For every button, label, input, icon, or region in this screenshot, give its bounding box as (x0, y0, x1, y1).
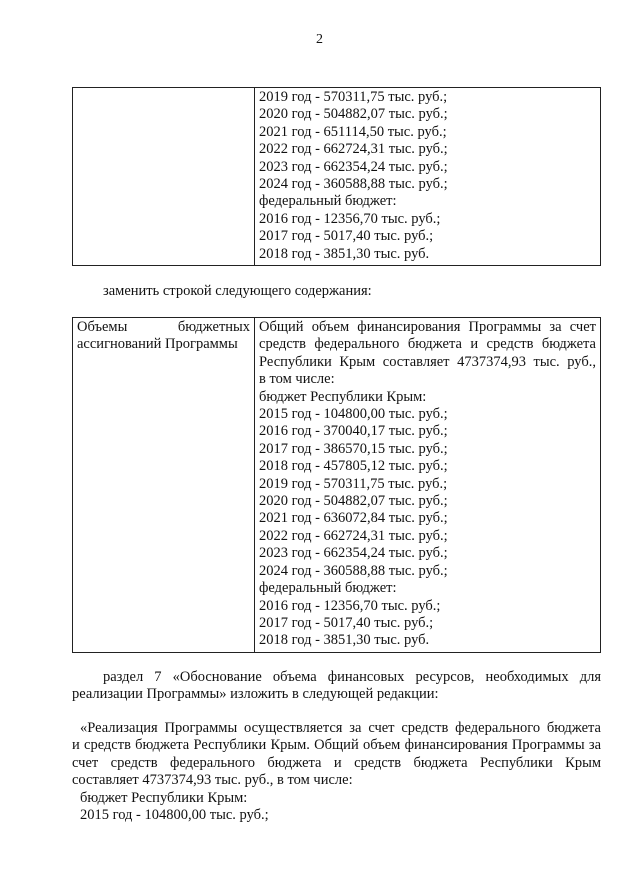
table-row (73, 318, 601, 653)
budget-heading: бюджет Республики Крым: (259, 388, 427, 405)
budget-line: 2017 год - 5017,40 тыс. руб.; (259, 614, 434, 631)
budget-line: 2020 год - 504882,07 тыс. руб.; (259, 106, 448, 123)
budget-line: 2020 год - 504882,07 тыс. руб.; (259, 493, 448, 510)
table-cell-empty (73, 88, 255, 266)
budget-line: 2023 год - 662354,24 тыс. руб.; (259, 545, 448, 562)
budget-table-new (72, 317, 601, 653)
budget-line: 2018 год - 457805,12 тыс. руб.; (259, 458, 448, 475)
quote-line: 2015 год - 104800,00 тыс. руб.; (80, 807, 269, 824)
budget-table-old (72, 87, 601, 266)
table-cell-values (255, 88, 601, 266)
quote-heading: бюджет Республики Крым: (80, 789, 248, 806)
quote-line: «Реализация Программы осуществляется за счет средств федерального бюджета (80, 720, 601, 736)
budget-line: 2021 год - 636072,84 тыс. руб.; (259, 510, 448, 527)
budget-line: 2017 год - 5017,40 тыс. руб.; (259, 228, 434, 245)
funding-intro-line: Общий объем финансирования Программы за счет (259, 319, 596, 335)
table-cell-values (255, 318, 601, 653)
section-instruction-line1: раздел 7 «Обоснование объема финансовых ресурсов, необходимых для (103, 669, 601, 685)
budget-line: 2024 год - 360588,88 тыс. руб.; (259, 176, 448, 193)
budget-line: 2019 год - 570311,75 тыс. руб.; (259, 89, 448, 105)
budget-line: 2018 год - 3851,30 тыс. руб. (259, 245, 430, 262)
table-row (73, 88, 601, 266)
budget-heading: федеральный бюджет: (259, 193, 397, 210)
budget-heading: федеральный бюджет: (259, 580, 397, 597)
quote-line: составляет 4737374,93 тыс. руб., в том числе: (72, 772, 353, 789)
section-instruction (72, 669, 601, 704)
quote-line: счет средств федерального бюджета и средств бюджета Республики Крым (72, 754, 601, 771)
budget-line: 2016 год - 370040,17 тыс. руб.; (259, 423, 448, 440)
replace-instruction-text: заменить строкой следующего содержания: (103, 283, 372, 299)
funding-intro-line: средств федерального бюджета и средств бюджета (259, 336, 596, 353)
section-instruction-line2: реализации Программы» изложить в следующей редакции: (72, 686, 439, 703)
budget-line: 2016 год - 12356,70 тыс. руб.; (259, 210, 441, 227)
budget-line: 2021 год - 651114,50 тыс. руб.; (259, 123, 447, 140)
budget-line: 2015 год - 104800,00 тыс. руб.; (259, 406, 448, 423)
table-cell-label (73, 318, 255, 653)
quoted-section-text (72, 720, 601, 824)
row-label-line2: ассигнований Программы (77, 336, 238, 353)
row-label-line1: Объемы бюджетных (77, 319, 251, 335)
budget-line: 2018 год - 3851,30 тыс. руб. (259, 632, 430, 649)
budget-line: 2022 год - 662724,31 тыс. руб.; (259, 527, 448, 544)
quote-line: и средств бюджета Республики Крым. Общий объем финансирования Программы за (72, 737, 601, 754)
budget-line: 2023 год - 662354,24 тыс. руб.; (259, 158, 448, 175)
replace-instruction (103, 283, 573, 300)
budget-line: 2022 год - 662724,31 тыс. руб.; (259, 141, 448, 158)
budget-line: 2024 год - 360588,88 тыс. руб.; (259, 562, 448, 579)
budget-line: 2016 год - 12356,70 тыс. руб.; (259, 597, 441, 614)
funding-intro-line: Республики Крым составляет 4737374,93 тыс. руб., (259, 353, 596, 370)
page-number: 2 (316, 32, 323, 47)
budget-line: 2017 год - 386570,15 тыс. руб.; (259, 440, 448, 457)
budget-line: в том числе: (259, 371, 335, 388)
budget-line: 2019 год - 570311,75 тыс. руб.; (259, 475, 448, 492)
